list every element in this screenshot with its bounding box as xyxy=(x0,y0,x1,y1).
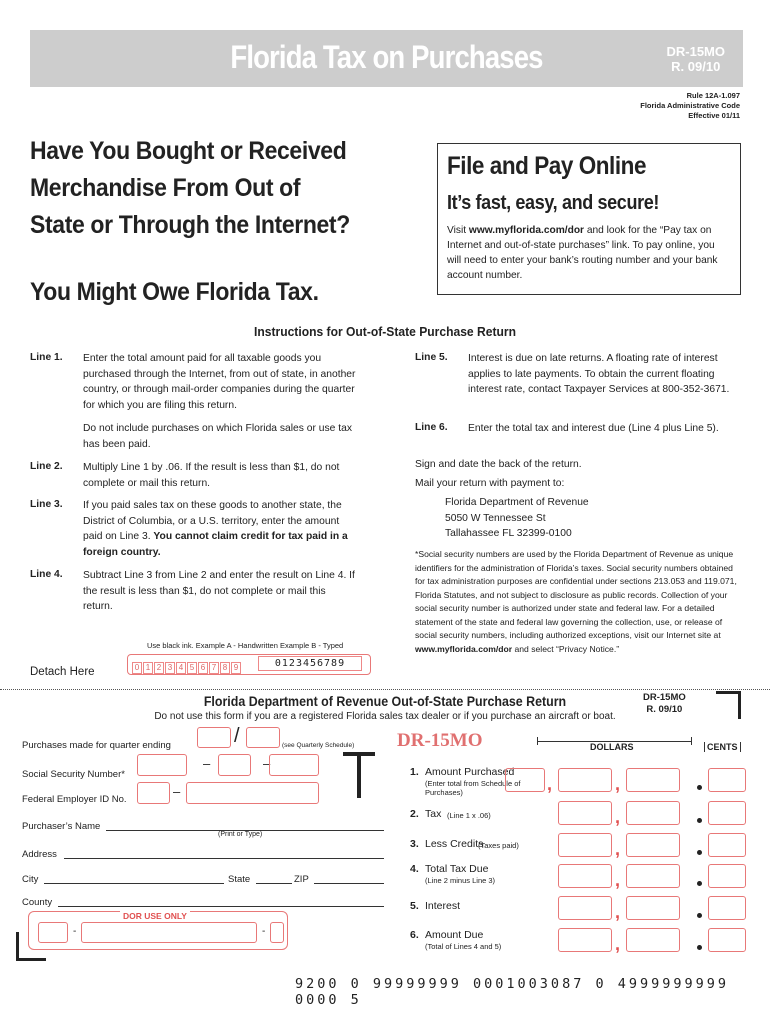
dollars-field[interactable] xyxy=(626,768,680,792)
example-digit: 5 xyxy=(187,662,197,674)
line3-body: If you paid sales tax on these goods to another state, the District of Columbia, or a U.S. territory, enter the amount paid on Line 3. xyxy=(83,500,342,542)
name-note: (Print or Type) xyxy=(218,831,263,838)
line4-text: Subtract Line 3 from Line 2 and enter the result on Line 4. If the result is less than $1, do not complete or mail this return. xyxy=(83,570,355,612)
dor-field-2 xyxy=(81,922,257,943)
quarter-month-field[interactable] xyxy=(197,727,231,748)
address-line: Florida Department of Revenue xyxy=(445,497,589,508)
header-banner xyxy=(30,30,743,87)
cents-header: CENTS xyxy=(704,742,741,752)
line-label: Interest xyxy=(425,900,461,912)
line-note: (Line 1 x .06) xyxy=(447,811,491,820)
line-label: Total Tax Due xyxy=(425,863,489,875)
owe-heading: You Might Owe Florida Tax. xyxy=(30,278,319,306)
line-note: (Line 2 minus Line 3) xyxy=(425,876,496,885)
address-line[interactable] xyxy=(64,858,384,859)
line5-label: Line 5. xyxy=(415,352,448,363)
typed-example: 0123456789 xyxy=(258,656,362,671)
fein-label: Federal Employer ID No. xyxy=(22,794,127,805)
address-line: Tallahassee FL 32399-0100 xyxy=(445,528,572,539)
fein-field-1[interactable] xyxy=(137,782,170,804)
city-line[interactable] xyxy=(44,883,224,884)
cents-field[interactable] xyxy=(708,928,746,952)
comma-separator: , xyxy=(615,774,621,794)
line-number: 3. xyxy=(410,838,419,850)
comma-separator: , xyxy=(547,774,553,794)
detach-line xyxy=(0,689,770,690)
line6-text: Enter the total tax and interest due (Line 4 plus Line 5). xyxy=(468,423,719,434)
line-number: 1. xyxy=(410,766,419,778)
comma-separator: , xyxy=(615,807,621,827)
decimal-point xyxy=(697,818,702,823)
line3-text xyxy=(83,498,358,560)
decimal-point xyxy=(697,913,702,918)
handwritten-example xyxy=(132,657,242,675)
dollars-tick xyxy=(691,737,692,745)
cents-field[interactable] xyxy=(708,801,746,825)
headline-line: State or Through the Internet? xyxy=(30,211,350,239)
form-title: Florida Department of Revenue Out-of-State Purchase Return xyxy=(203,694,567,709)
line2-label: Line 2. xyxy=(30,461,63,472)
ssn-notice-end: and select “Privacy Notice.” xyxy=(512,643,620,654)
online-text xyxy=(447,223,731,283)
fein-dash: – xyxy=(173,784,181,799)
line-label: Amount Due xyxy=(425,929,484,941)
comma-separator: , xyxy=(615,934,621,954)
example-digit: 4 xyxy=(176,662,186,674)
sign-instruction: Sign and date the back of the return. xyxy=(415,459,582,470)
privacy-link[interactable]: www.myflorida.com/dor xyxy=(415,643,513,654)
decimal-point xyxy=(697,945,702,950)
corner-mark-left xyxy=(16,932,19,961)
dor-field-1 xyxy=(38,922,68,943)
line-number: 4. xyxy=(410,863,419,875)
line3-bold: You cannot claim credit for tax paid in a foreign country. xyxy=(83,531,348,558)
dollars-field[interactable] xyxy=(558,896,612,920)
line1-label: Line 1. xyxy=(30,352,63,363)
corner-mark-bottom xyxy=(16,958,46,961)
line1-text2: Do not include purchases on which Florida sales or use tax has been paid. xyxy=(83,423,353,450)
online-link[interactable]: www.myflorida.com/dor xyxy=(468,225,585,236)
headline-line: Have You Bought or Received xyxy=(30,137,347,165)
dor-hyphen: - xyxy=(262,926,266,937)
line-label: Amount Purchased xyxy=(425,766,515,778)
line-number: 5. xyxy=(410,900,419,912)
dollars-field[interactable] xyxy=(626,896,680,920)
rule-number: Rule 12A-1.097 xyxy=(686,91,740,100)
dollars-field[interactable] xyxy=(505,768,545,792)
page-title: Florida Tax on Purchases xyxy=(230,39,543,75)
ssn-field-2[interactable] xyxy=(218,754,251,776)
mail-instruction: Mail your return with payment to: xyxy=(415,478,565,489)
dollars-header: DOLLARS xyxy=(586,742,638,752)
line1-text: Enter the total amount paid for all taxable goods you purchased through the Internet, from out of state, in another country, or through mail-order companies during the quarter for which you are filing this return. xyxy=(83,353,356,411)
comma-separator: , xyxy=(615,902,621,922)
dor-field-3 xyxy=(270,922,284,943)
city-label: City xyxy=(22,874,39,885)
online-box xyxy=(437,143,741,295)
dollars-tick xyxy=(537,737,538,745)
online-description: and look for the “Pay tax on Internet and out-of-state purchases” link. To pay online, you will need to enter your bank’s routing number and your bank account number. xyxy=(447,225,718,281)
line5-text: Interest is due on late returns. A floating rate of interest applies to late payments. To obtain the current floating interest rate, contact Taxpayer Services at 800-352-3671. xyxy=(468,353,730,395)
cents-field[interactable] xyxy=(708,833,746,857)
ssn-dash: – xyxy=(203,756,211,771)
dollars-field[interactable] xyxy=(626,833,680,857)
line2-text: Multiply Line 1 by .06. If the result is less than $1, do not complete or mail this return. xyxy=(83,462,340,489)
state-line[interactable] xyxy=(256,883,292,884)
quarter-label: Purchases made for quarter ending xyxy=(22,740,171,751)
line-label: Tax xyxy=(425,808,442,820)
line-note: (Taxes paid) xyxy=(478,841,519,850)
dollars-field[interactable] xyxy=(558,768,612,792)
t-mark-stem xyxy=(357,752,361,798)
county-line[interactable] xyxy=(58,906,384,907)
cents-field[interactable] xyxy=(708,896,746,920)
dollars-field[interactable] xyxy=(626,801,680,825)
line-number: 6. xyxy=(410,929,419,941)
form-id xyxy=(666,44,725,74)
ssn-notice xyxy=(415,548,745,656)
example-digit: 8 xyxy=(220,662,230,674)
example-digit: 9 xyxy=(231,662,241,674)
form-number: DR-15MO xyxy=(666,44,725,59)
decimal-point xyxy=(697,881,702,886)
example-digit: 6 xyxy=(198,662,208,674)
visit-text: Visit xyxy=(447,225,469,236)
county-label: County xyxy=(22,897,53,908)
dollars-field[interactable] xyxy=(626,928,680,952)
form-id-small xyxy=(643,692,686,716)
example-digit: 7 xyxy=(209,662,219,674)
line-label: Less Credits xyxy=(425,838,484,850)
example-digit: 0 xyxy=(132,662,142,674)
quarter-note: (see Quarterly Schedule) xyxy=(282,742,355,749)
dollars-field[interactable] xyxy=(558,801,612,825)
state-label: State xyxy=(228,874,251,885)
ssn-dash: – xyxy=(263,756,271,771)
corner-mark xyxy=(716,691,741,719)
scanline: 9200 0 99999999 0001003087 0 4999999999 0000 5 xyxy=(295,976,729,1008)
ssn-field-3[interactable] xyxy=(269,754,319,776)
dollars-field[interactable] xyxy=(558,833,612,857)
line3-label: Line 3. xyxy=(30,499,63,510)
line-number: 2. xyxy=(410,808,419,820)
line-note: (Total of Lines 4 and 5) xyxy=(425,942,502,951)
line4-label: Line 4. xyxy=(30,569,63,580)
headline-line: Merchandise From Out of xyxy=(30,174,301,202)
address-label: Address xyxy=(22,849,57,860)
headline xyxy=(30,133,350,244)
decimal-point xyxy=(697,785,702,790)
form-revision: R. 09/10 xyxy=(646,704,683,715)
line6-label: Line 6. xyxy=(415,422,448,433)
form-subtitle: Do not use this form if you are a registered Florida sales tax dealer or if you purchase an aircraft or boat. xyxy=(154,711,616,722)
ssn-label: Social Security Number* xyxy=(22,769,125,780)
form-watermark: DR-15MO xyxy=(397,730,483,751)
mailing-address xyxy=(445,495,589,542)
dor-use-label: DOR USE ONLY xyxy=(120,911,190,921)
cents-field[interactable] xyxy=(708,768,746,792)
form-number: DR-15MO xyxy=(643,692,686,703)
zip-label: ZIP xyxy=(294,874,309,885)
instructions-title: Instructions for Out-of-State Purchase Return xyxy=(254,324,516,339)
example-digit: 2 xyxy=(154,662,164,674)
online-subtitle: It’s fast, easy, and secure! xyxy=(447,192,660,214)
dor-hyphen: - xyxy=(73,926,77,937)
form-revision: R. 09/10 xyxy=(671,59,721,74)
dollars-field[interactable] xyxy=(558,928,612,952)
rule-effective: Effective 01/11 xyxy=(688,111,740,120)
quarter-year-field[interactable] xyxy=(246,727,280,748)
fein-field-2[interactable] xyxy=(186,782,319,804)
online-title: File and Pay Online xyxy=(447,152,647,180)
dollars-field[interactable] xyxy=(626,864,680,888)
example-digit: 3 xyxy=(165,662,175,674)
cents-field[interactable] xyxy=(708,864,746,888)
dollars-field[interactable] xyxy=(558,864,612,888)
line-note: (Enter total from Schedule of Purchases) xyxy=(425,779,521,797)
ssn-field-1[interactable] xyxy=(137,754,187,776)
ssn-notice-text: *Social security numbers are used by the Florida Department of Revenue as unique identifiers for the administration of Florida’s taxes. Social security numbers obtained for tax administration purposes are confidential under sections 213.053 and 119.071, Florida Statutes, and not subject to disclosure as public records. Collection of your social security number is authorized under state and federal law. For a detailed statement of the state and federal law governing the collection, use, or release of social security numbers, including authorized exceptions, visit our Internet site at xyxy=(415,549,737,640)
quarter-separator: / xyxy=(234,725,240,747)
ink-note: Use black ink. Example A - Handwritten Example B - Typed xyxy=(147,641,344,650)
zip-line[interactable] xyxy=(314,883,384,884)
address-line: 5050 W Tennessee St xyxy=(445,512,546,524)
comma-separator: , xyxy=(615,839,621,859)
detach-label: Detach Here xyxy=(30,666,95,678)
comma-separator: , xyxy=(615,870,621,890)
example-digit: 1 xyxy=(143,662,153,674)
rule-citation xyxy=(640,91,740,121)
decimal-point xyxy=(697,850,702,855)
rule-code: Florida Administrative Code xyxy=(640,101,740,110)
name-label: Purchaser’s Name xyxy=(22,821,101,832)
